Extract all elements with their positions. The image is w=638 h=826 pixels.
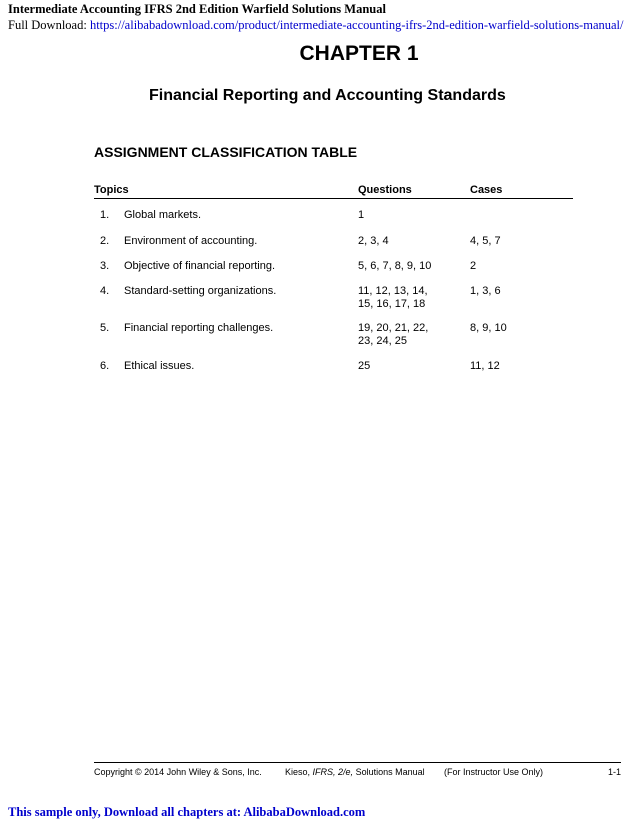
row-number: 5. bbox=[100, 322, 110, 334]
header-title: Intermediate Accounting IFRS 2nd Edition Warfield Solutions Manual bbox=[8, 2, 386, 16]
row-topic: Environment of accounting. bbox=[124, 235, 258, 247]
row-cases: 1, 3, 6 bbox=[470, 285, 501, 297]
footer-manual: Solutions Manual bbox=[355, 767, 425, 777]
chapter-subtitle: Financial Reporting and Accounting Standards bbox=[149, 87, 506, 104]
footer-rule bbox=[94, 762, 621, 763]
header-download-line bbox=[8, 18, 623, 33]
row-number: 3. bbox=[100, 260, 110, 272]
column-header-topics: Topics bbox=[94, 184, 129, 196]
row-number: 6. bbox=[100, 360, 110, 372]
row-topic: Global markets. bbox=[124, 209, 202, 221]
header-rule bbox=[94, 198, 573, 199]
column-header-cases: Cases bbox=[470, 184, 503, 196]
row-cases: 4, 5, 7 bbox=[470, 235, 501, 247]
row-topic: Financial reporting challenges. bbox=[124, 322, 274, 334]
table-title: ASSIGNMENT CLASSIFICATION TABLE bbox=[94, 144, 358, 160]
row-questions: 2, 3, 4 bbox=[358, 235, 389, 247]
row-topic: Standard-setting organizations. bbox=[124, 285, 277, 297]
footer-book: IFRS, 2/e, bbox=[312, 767, 354, 777]
row-topic: Ethical issues. bbox=[124, 360, 195, 372]
row-questions: 5, 6, 7, 8, 9, 10 bbox=[358, 260, 432, 272]
bottom-download-note[interactable]: This sample only, Download all chapters at: AlibabaDownload.com bbox=[8, 805, 366, 819]
footer-note: (For Instructor Use Only) bbox=[444, 767, 544, 777]
footer-citation bbox=[285, 767, 425, 777]
row-questions: 19, 20, 21, 22, 23, 24, 25 bbox=[358, 322, 429, 347]
row-number: 4. bbox=[100, 285, 110, 297]
row-number: 2. bbox=[100, 235, 110, 247]
footer-author: Kieso, bbox=[285, 767, 311, 777]
row-number: 1. bbox=[100, 209, 110, 221]
download-link[interactable]: https://alibabadownload.com/product/intermediate-accounting-ifrs-2nd-edition-warfield-solutions-manual/ bbox=[89, 18, 624, 32]
column-header-questions: Questions bbox=[358, 184, 412, 196]
chapter-heading: CHAPTER 1 bbox=[299, 42, 419, 65]
row-questions: 1 bbox=[358, 209, 365, 221]
footer-copyright: Copyright © 2014 John Wiley & Sons, Inc. bbox=[94, 767, 262, 777]
download-label: Full Download: bbox=[8, 18, 87, 32]
row-cases: 2 bbox=[470, 260, 477, 272]
row-cases: 8, 9, 10 bbox=[470, 322, 507, 334]
page-number: 1-1 bbox=[607, 767, 621, 777]
row-cases: 11, 12 bbox=[470, 360, 500, 372]
row-questions: 25 bbox=[358, 360, 371, 372]
row-topic: Objective of financial reporting. bbox=[124, 260, 276, 272]
row-questions: 11, 12, 13, 14, 15, 16, 17, 18 bbox=[358, 285, 428, 310]
